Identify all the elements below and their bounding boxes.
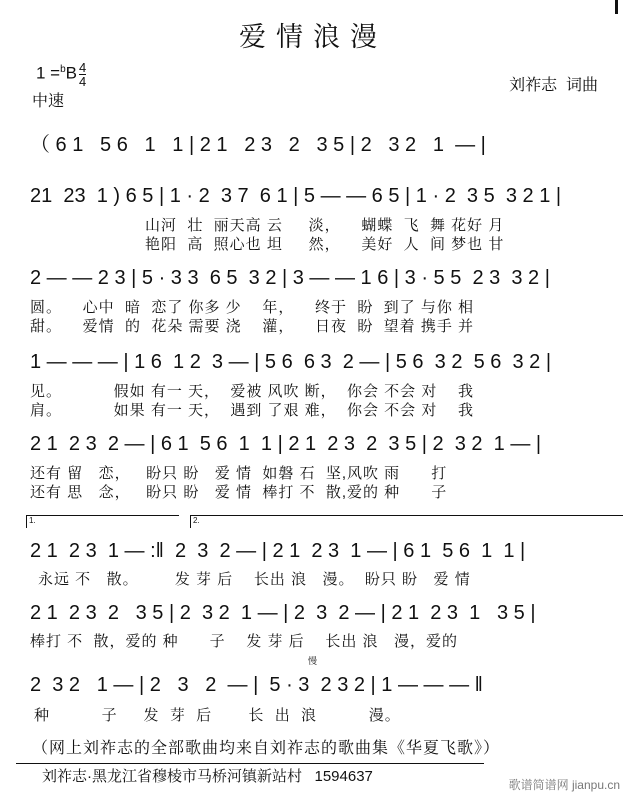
first-ending-bracket: 1. — [26, 515, 179, 528]
divider — [16, 763, 484, 764]
watermark: 歌谱简谱网 jianpu.cn — [508, 778, 620, 792]
lyrics-row-5-verse-2: 还有 思 念， 盼只 盼 爱 情 棒打 不 散,爱的 种 子 — [30, 484, 448, 501]
tempo-marking: 中速 — [32, 93, 65, 110]
time-signature — [79, 61, 86, 88]
lyrics-row-5-verse-1: 还有 留 恋， 盼只 盼 爱 情 如磐 石 坚,风吹 雨 打 — [30, 465, 448, 482]
key-signature — [36, 56, 86, 88]
key-note: B — [65, 63, 78, 83]
notation-row-7: 2 1 2 3 2 3 5 | 2 3 2 1 — | 2 3 2 — | 2 1 2 3 1 3 5 | — [30, 602, 536, 624]
notation-row-5: 2 1 2 3 2 — | 6 1 5 6 1 1 | 2 1 2 3 2 3 5 | 2 3 2 1 — | — [30, 433, 542, 455]
notation-row-2: 21 23 1 ) 6 5 | 1 · 2 3 7 6 1 | 5 — — 6 5 | 1 · 2 3 5 3 2 1 | — [30, 185, 562, 207]
notation-row-6: 2 1 2 3 1 — :‖ 2 3 2 — | 2 1 2 3 1 — | 6 1 5 6 1 1 | — [30, 540, 526, 562]
composer: 刘祚志 词曲 — [509, 77, 598, 94]
author-address: 刘祚志·黑龙江省穆棱市马桥河镇新站村 1594637 — [42, 768, 373, 785]
second-ending-bracket: 2. — [190, 515, 623, 528]
lyrics-row-3-verse-2: 甜。 爱情 的 花朵 需要 浇 灌， 日夜 盼 望着 携手 并 — [30, 318, 475, 335]
lyrics-row-3-verse-1: 圆。 心中 暗 恋了 你多 少 年， 终于 盼 到了 与你 相 — [30, 299, 475, 316]
time-bottom: 4 — [79, 73, 87, 89]
lyrics-row-2-verse-2: 艳阳 高 照心也 坦 然， 美好 人 间 梦也 甘 — [145, 236, 505, 253]
lyrics-row-8: 种 子 发 芽 后 长 出 浪 漫。 — [34, 707, 401, 724]
lyrics-row-4-verse-1: 见。 假如 有一 天， 爱被 风吹 断， 你会 不会 对 我 — [30, 383, 475, 400]
lyrics-row-7: 棒打 不 散，爱的 种 子 发 芽 后 长出 浪 漫，爱的 — [30, 633, 459, 650]
lyrics-row-4-verse-2: 肩。 如果 有一 天， 遇到 了艰 难， 你会 不会 对 我 — [30, 402, 475, 419]
lyrics-row-2-verse-1: 山河 壮 丽天高 云 淡， 蝴蝶 飞 舞 花好 月 — [145, 217, 505, 234]
corner-mark — [615, 0, 618, 14]
notation-row-1: （ 6 1 5 6 1 1 | 2 1 2 3 2 3 5 | 2 3 2 1 — | — [30, 134, 486, 156]
source-note: （网上刘祚志的全部歌曲均来自刘祚志的歌曲集《华夏飞歌》） — [32, 740, 501, 757]
time-top: 4 — [79, 59, 87, 75]
slow-marking: 慢 — [308, 656, 318, 666]
lyrics-row-6: 永远 不 散。 发 芽 后 长出 浪 漫。 盼只 盼 爱 情 — [38, 571, 471, 588]
notation-row-8: 2 3 2 1 — | 2 3 2 — | 5 · 3 2 3 2 | 1 — — — ‖ — [30, 674, 483, 696]
notation-row-3: 2 — — 2 3 | 5 · 3 3 6 5 3 2 | 3 — — 1 6 | 3 · 5 5 2 3 3 2 | — [30, 267, 550, 289]
notation-row-4: 1 — — — | 1 6 1 2 3 — | 5 6 6 3 2 — | 5 6 3 2 5 6 3 2 | — [30, 351, 552, 373]
song-title: 爱情浪漫 — [239, 22, 387, 53]
flat-sign: b — [60, 64, 66, 75]
key-prefix: 1 = — [36, 63, 61, 83]
